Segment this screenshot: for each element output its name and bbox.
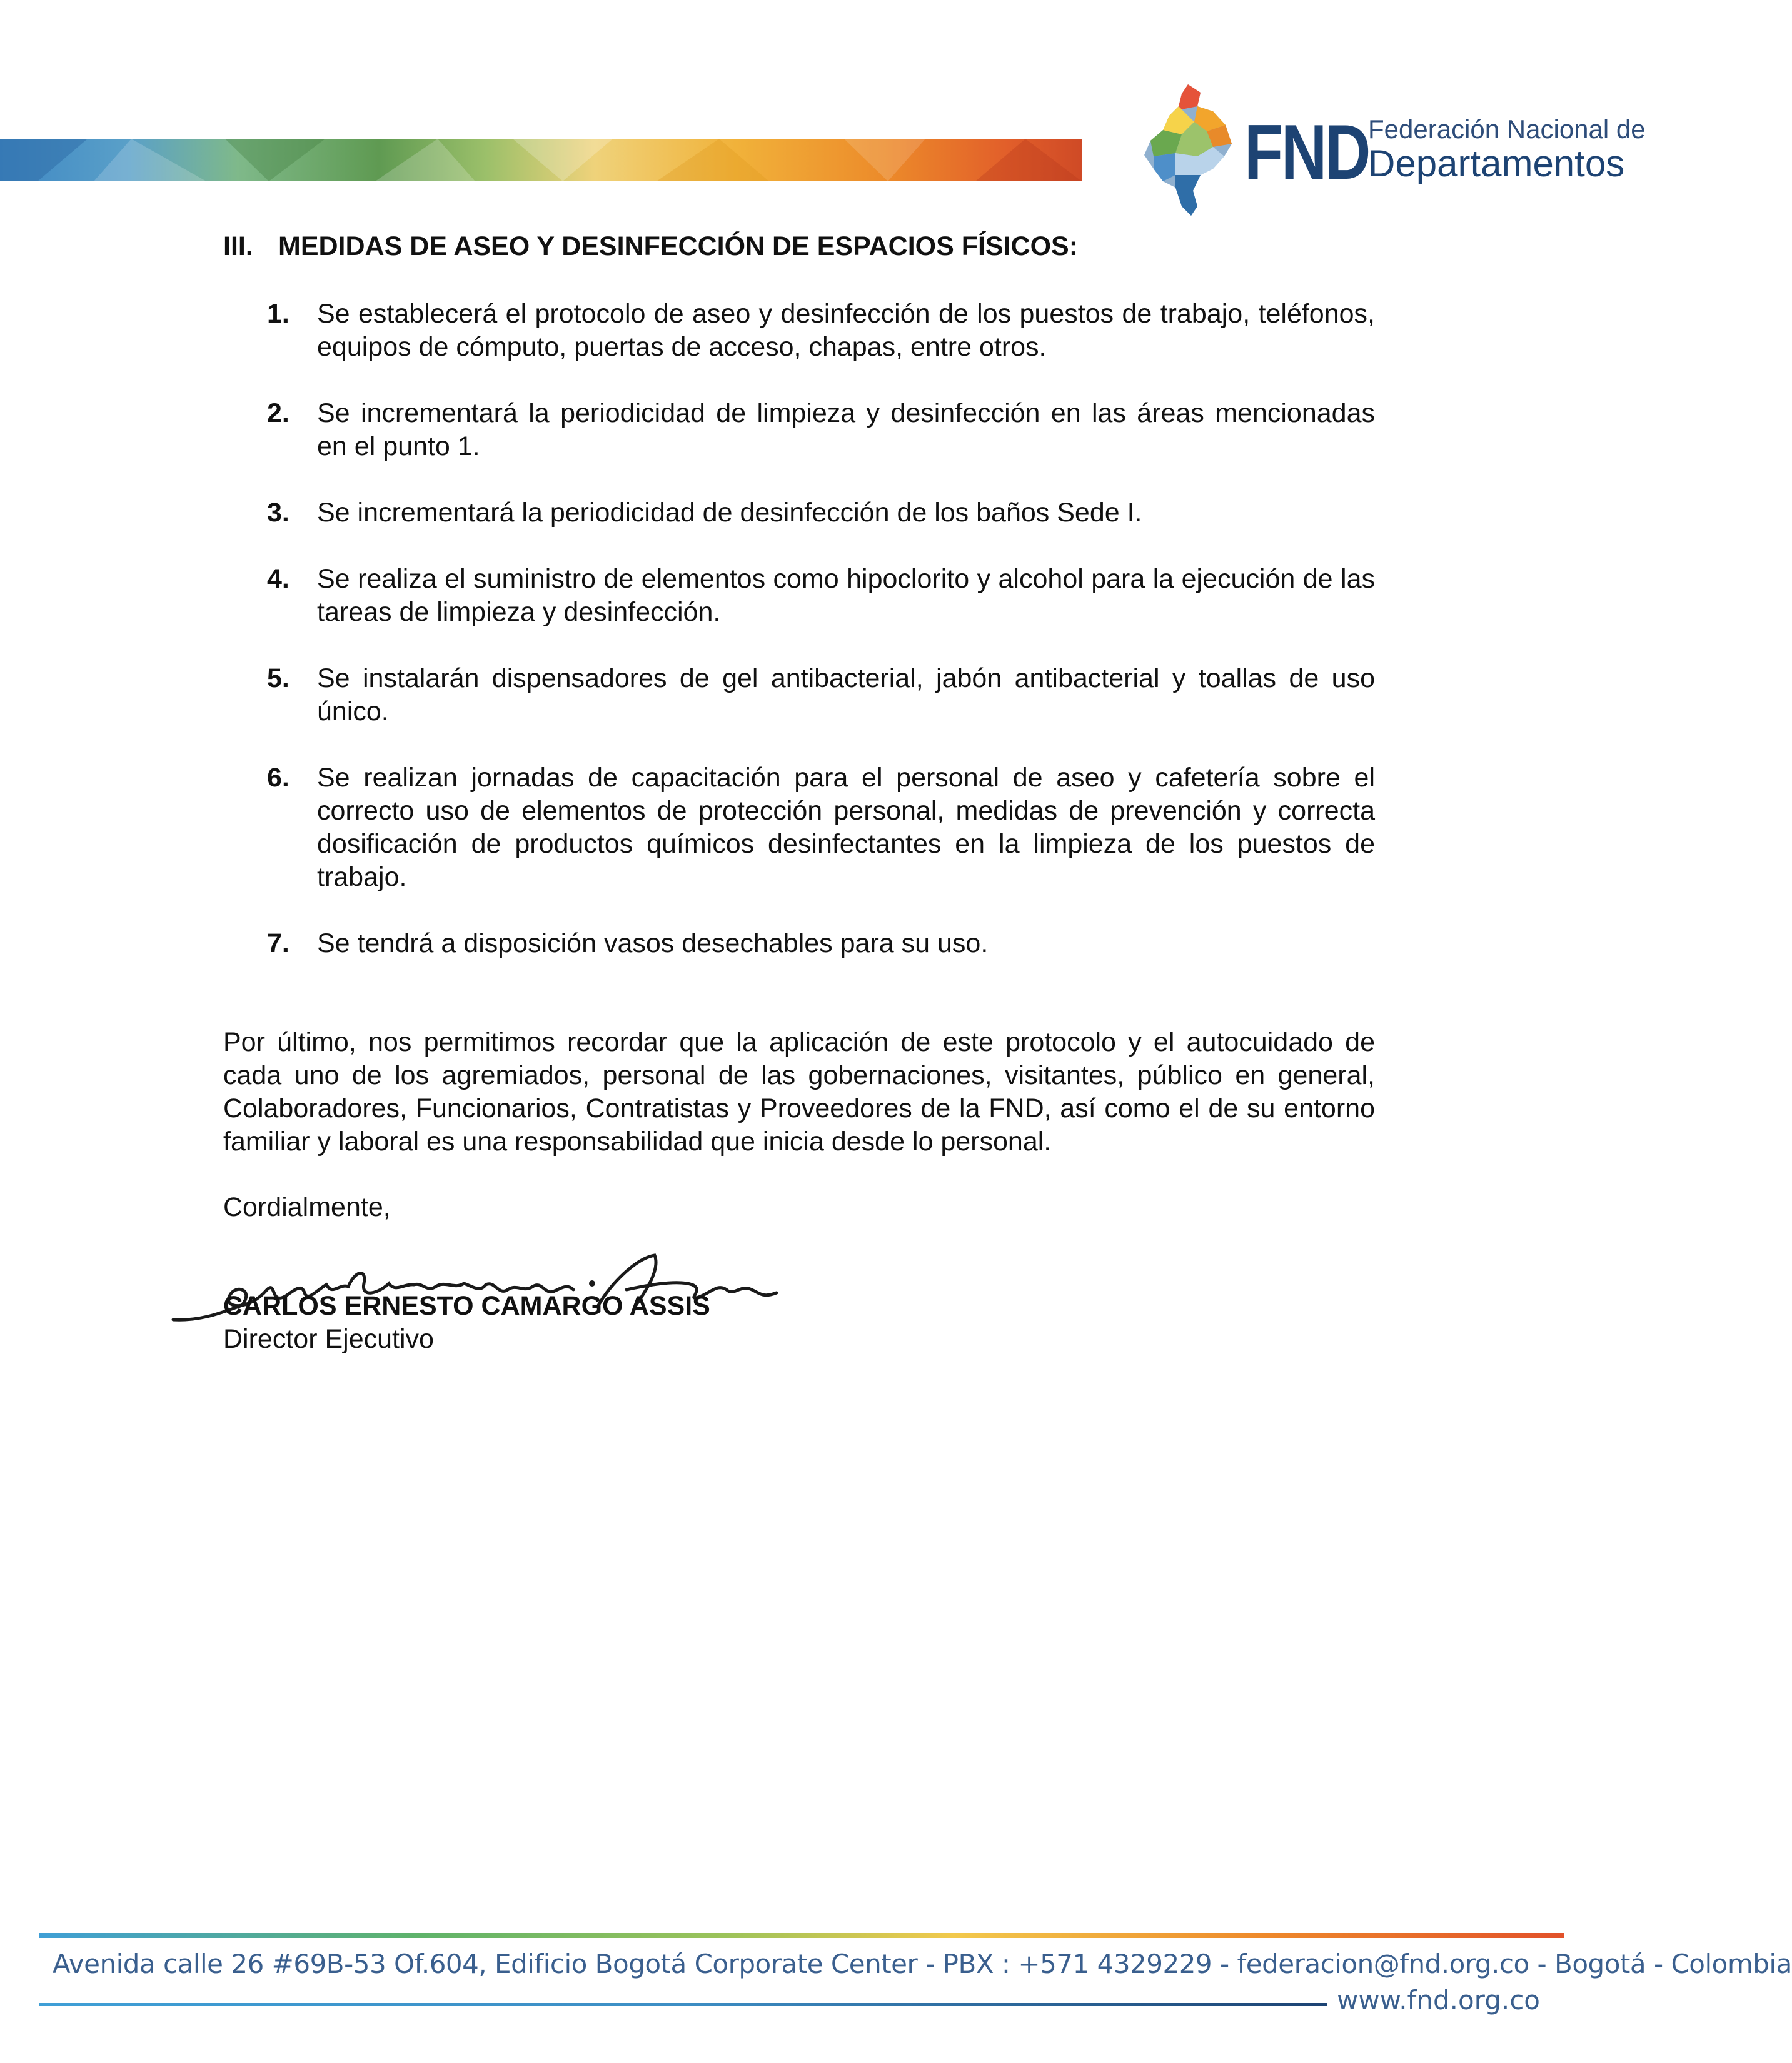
list-item xyxy=(223,496,1375,530)
list-item-number: 2. xyxy=(267,398,289,428)
section-heading xyxy=(223,230,1375,263)
list-item-text: Se establecerá el protocolo de aseo y desinfección de los puestos de trabajo, teléfonos, equipos de cómputo, puertas de acceso, chapas, entre otros. xyxy=(317,299,1375,362)
list-item xyxy=(223,662,1375,728)
list-item-text: Se incrementará la periodicidad de desinfección de los baños Sede I. xyxy=(317,498,1142,528)
list-item xyxy=(223,927,1375,960)
fnd-logo xyxy=(1138,81,1646,219)
list-item-text: Se realizan jornadas de capacitación para el personal de aseo y cafetería sobre el correcto uso de elementos de protección personal, medidas de prevención y correcta dosificación de productos químicos desinfectantes en la limpieza de los puestos de trabajo. xyxy=(317,763,1375,892)
salutation: Cordialmente, xyxy=(223,1192,391,1222)
header-color-band xyxy=(0,139,1082,181)
list-item-number: 3. xyxy=(267,498,289,528)
list-item-number: 1. xyxy=(267,299,289,329)
list-item xyxy=(223,298,1375,364)
list-item xyxy=(223,563,1375,629)
list-item-number: 7. xyxy=(267,928,289,958)
footer-website[interactable]: www.fnd.org.co xyxy=(1337,1985,1540,2015)
logo-abbreviation: FND xyxy=(1244,109,1369,196)
list-item-number: 5. xyxy=(267,663,289,693)
list-item xyxy=(223,397,1375,463)
footer-address: Avenida calle 26 #69B-53 Of.604, Edificio Bogotá Corporate Center - PBX : +571 4329229 - federacion@fnd.org.co - Bogotá - Colombia xyxy=(53,1949,1792,1979)
footer-color-band xyxy=(39,1933,1564,1938)
logo-name-line1: Federación Nacional de xyxy=(1368,114,1646,144)
signature-block xyxy=(223,1290,1375,1356)
list-item-text: Se instalarán dispensadores de gel antibacterial, jabón antibacterial y toallas de uso único. xyxy=(317,663,1375,726)
signer-title: Director Ejecutivo xyxy=(223,1324,434,1354)
logo-name-line2: Departamentos xyxy=(1368,143,1625,184)
signer-name: CARLOS ERNESTO CAMARGO ASSIS xyxy=(223,1291,710,1321)
section-number: III. xyxy=(223,231,253,261)
letter-body xyxy=(223,230,1375,1356)
list-item-text: Se realiza el suministro de elementos como hipoclorito y alcohol para la ejecución de las tareas de limpieza y desinfección. xyxy=(317,564,1375,627)
list-item xyxy=(223,761,1375,894)
list-item-text: Se incrementará la periodicidad de limpieza y desinfección en las áreas mencionadas en el punto 1. xyxy=(317,398,1375,461)
colombia-map-icon xyxy=(1138,81,1238,219)
footer-divider xyxy=(39,2003,1327,2006)
list-item-number: 6. xyxy=(267,763,289,793)
list-item-number: 4. xyxy=(267,564,289,594)
closing-paragraph: Por último, nos permitimos recordar que la aplicación de este protocolo y el autocuidado de cada uno de los agremiados, personal de las gobernaciones, visitantes, público en general, Colaboradores, Funcionarios, Contratistas y Proveedores de la FND, así como el de su entorno familiar y laboral es una responsabilidad que inicia desde lo personal. xyxy=(223,1027,1375,1157)
list-item-text: Se tendrá a disposición vasos desechables para su uso. xyxy=(317,928,989,958)
section-title: MEDIDAS DE ASEO Y DESINFECCIÓN DE ESPACIOS FÍSICOS: xyxy=(278,231,1079,261)
measures-list xyxy=(223,298,1375,960)
